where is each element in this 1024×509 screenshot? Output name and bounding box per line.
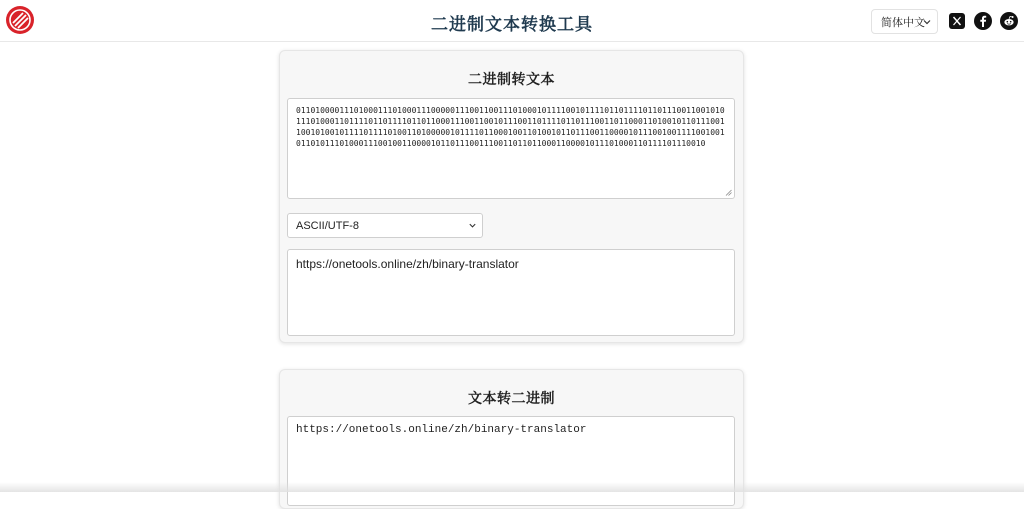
text-output-value: https://onetools.online/zh/binary-translator	[296, 257, 519, 271]
binary-input-value: 0110100001110100011101000111000001110011001110100010111100101111011011110110111001100101011101000110111101101111011011000111001100101110011011110110111001101100011010010110111001100101001011110111101001101000001011110110001001101001011011100110000101110010011110010010110101110100011100100110000101101110011100110110110001100001011101000110111101110010	[296, 106, 725, 148]
x-twitter-icon[interactable]	[949, 13, 965, 29]
language-select[interactable]	[871, 9, 938, 34]
text-output-textarea[interactable]	[287, 249, 735, 336]
chevron-down-icon	[468, 221, 477, 230]
binary-input-textarea[interactable]	[287, 98, 735, 199]
encoding-select-value: ASCII/UTF-8	[296, 219, 359, 232]
resize-handle-icon[interactable]	[725, 189, 732, 196]
site-title: 二进制文本转换工具	[431, 15, 593, 34]
text-to-binary-title: 文本转二进制	[468, 390, 555, 406]
chevron-down-icon	[922, 17, 932, 27]
page-bottom-fade	[0, 482, 1024, 492]
binary-to-text-card	[279, 50, 744, 343]
binary-to-text-title: 二进制转文本	[468, 71, 555, 87]
text-input-textarea[interactable]	[287, 416, 735, 506]
language-select-value: 简体中文	[881, 16, 925, 29]
reddit-icon[interactable]	[1000, 12, 1018, 30]
facebook-icon[interactable]	[974, 12, 992, 30]
top-header	[0, 0, 1024, 42]
text-input-value: https://onetools.online/zh/binary-translator	[296, 424, 587, 436]
encoding-select[interactable]	[287, 213, 483, 238]
